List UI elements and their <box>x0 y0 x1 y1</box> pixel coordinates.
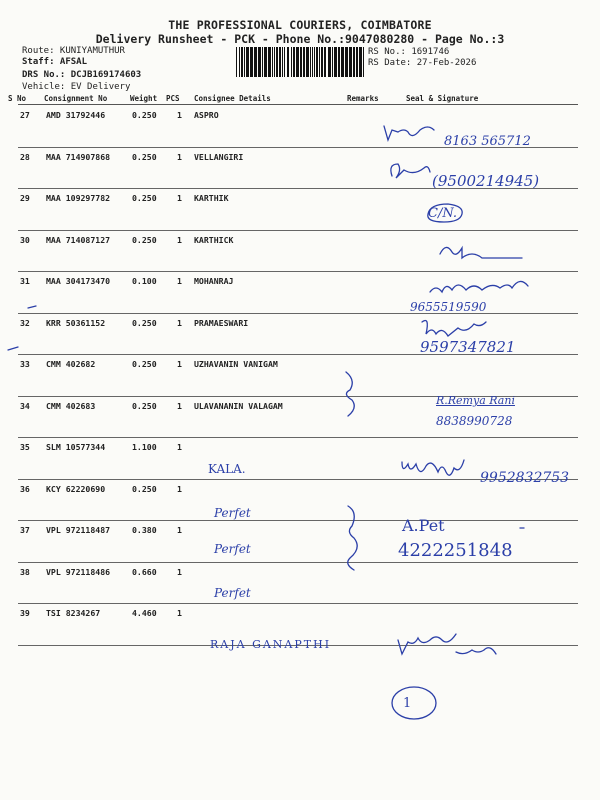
hw-row34-name: R.Remya Rani <box>436 394 515 407</box>
footer-circle <box>392 687 436 719</box>
row-sno: 30 <box>20 234 30 245</box>
row-consignment: KCY 62220690 <box>46 483 106 494</box>
row-consignment: AMD 31792446 <box>46 110 106 120</box>
row-sno: 39 <box>20 608 30 618</box>
row-consignee: ASPRO <box>194 110 219 120</box>
row-weight: 0.250 <box>132 483 157 494</box>
hw-row35-name: KALA. <box>208 462 246 476</box>
row-pcs: 1 <box>177 400 182 411</box>
signature-row29-circle <box>428 204 462 222</box>
row-consignment: VPL 972118486 <box>46 566 111 577</box>
row-sno: 32 <box>20 317 30 328</box>
bracket-rows-36-38 <box>348 506 357 570</box>
row-weight: 0.250 <box>132 400 157 411</box>
runsheet-title: THE PROFESSIONAL COURIERS, COIMBATORE <box>168 18 432 32</box>
row-sno: 35 <box>20 442 30 452</box>
row-sno: 29 <box>20 193 30 203</box>
row-pcs: 1 <box>177 359 182 369</box>
row-pcs: 1 <box>177 608 182 618</box>
row-consignment: CMM 402683 <box>46 400 96 411</box>
hw-row31-phone: 9655519590 <box>410 300 487 314</box>
col-pcs: PCS <box>166 94 180 103</box>
col-sno: S No <box>8 94 27 103</box>
staff-label: Staff: AFSAL <box>22 57 88 67</box>
signature-row39 <box>398 634 496 654</box>
row-sno: 37 <box>20 525 30 535</box>
row-consignee: PRAMAESWARI <box>194 317 249 328</box>
col-consignment: Consignment No <box>44 94 108 103</box>
hw-row32-phone: 9597347821 <box>420 338 516 356</box>
row-weight: 1.100 <box>132 442 157 452</box>
signature-row35 <box>402 460 464 475</box>
row-consignee: UZHAVANIN VANIGAM <box>194 359 278 369</box>
row-sno: 31 <box>20 276 30 286</box>
row-consignee: ULAVANANIN VALAGAM <box>194 400 283 411</box>
hw-row35-phone: 9952832753 <box>480 470 570 486</box>
row-pcs: 1 <box>177 110 182 120</box>
row-sno: 28 <box>20 151 30 162</box>
row-consignee: KARTHICK <box>194 234 234 245</box>
row-consignment: MAA 304173470 <box>46 276 111 286</box>
signature-row31 <box>430 281 528 292</box>
row-consignment: CMM 402682 <box>46 359 96 369</box>
row-weight: 0.100 <box>132 276 157 286</box>
row-sno: 38 <box>20 566 30 577</box>
row-consignee: VELLANGIRI <box>194 151 244 162</box>
row-consignment: MAA 714907868 <box>46 151 111 162</box>
rs-date: RS Date: 27-Feb-2026 <box>368 58 477 68</box>
row-sno: 27 <box>20 110 30 120</box>
drs-label: DRS No.: DCJB169174603 <box>22 70 142 80</box>
row-consignment: KRR 50361152 <box>46 317 106 328</box>
row-consignment: TSI 8234267 <box>46 608 101 618</box>
route-label: Route: KUNIYAMUTHUR <box>22 46 125 56</box>
hw-row37-name: A.Pet <box>402 516 445 535</box>
hw-row36-note: Perfet <box>214 506 251 520</box>
margin-tick-32 <box>8 347 18 350</box>
hw-row29-mark: C/N. <box>428 206 458 221</box>
hw-row27-phone: 8163 565712 <box>444 134 531 149</box>
row-pcs: 1 <box>177 234 182 245</box>
row-weight: 4.460 <box>132 608 157 618</box>
signature-row30 <box>440 247 522 258</box>
row-weight: 0.250 <box>132 193 157 203</box>
row-pcs: 1 <box>177 317 182 328</box>
hw-row28-phone: (9500214945) <box>432 172 540 190</box>
row-weight: 0.250 <box>132 110 157 120</box>
row-weight: 0.380 <box>132 525 157 535</box>
row-pcs: 1 <box>177 193 182 203</box>
hw-footer-mark: 1 <box>403 696 412 711</box>
row-weight: 0.250 <box>132 359 157 369</box>
col-remarks: Remarks <box>347 94 379 103</box>
row-weight: 0.660 <box>132 566 157 577</box>
row-weight: 0.250 <box>132 317 157 328</box>
col-consignee: Consignee Details <box>194 94 271 103</box>
runsheet-subtitle: Delivery Runsheet - PCK - Phone No.:9047080280 - Page No.:3 <box>95 32 505 46</box>
row-sno: 33 <box>20 359 30 369</box>
bracket-rows-33-34 <box>346 372 354 416</box>
signature-row27 <box>384 126 434 140</box>
row-pcs: 1 <box>177 566 182 577</box>
row-pcs: 1 <box>177 276 182 286</box>
margin-tick-31 <box>28 306 36 308</box>
row-consignment: MAA 109297782 <box>46 193 111 203</box>
vehicle-label: Vehicle: EV Delivery <box>22 82 131 92</box>
row-weight: 0.250 <box>132 151 157 162</box>
row-sno: 34 <box>20 400 30 411</box>
hw-row37-phone: 4222251848 <box>398 540 513 561</box>
hw-row38-note: Perfet <box>214 586 251 600</box>
hw-row39-name: RAJA GANAPTHI <box>210 638 332 651</box>
row-pcs: 1 <box>177 525 182 535</box>
hw-row34-phone: 8838990728 <box>436 414 513 428</box>
col-seal: Seal & Signature <box>406 94 479 103</box>
row-consignment: VPL 972118487 <box>46 525 111 535</box>
row-consignment: SLM 10577344 <box>46 442 106 452</box>
row-consignee: MOHANRAJ <box>194 276 234 286</box>
col-weight: Weight <box>130 94 158 103</box>
rs-number: RS No.: 1691746 <box>368 47 450 57</box>
row-weight: 0.250 <box>132 234 157 245</box>
signature-row28 <box>391 164 430 178</box>
signature-row32 <box>422 321 486 337</box>
hw-row37-note: Perfet <box>214 542 251 556</box>
row-pcs: 1 <box>177 151 182 162</box>
row-sno: 36 <box>20 483 30 494</box>
row-pcs: 1 <box>177 442 182 452</box>
row-consignee: KARTHIK <box>194 193 229 203</box>
row-pcs: 1 <box>177 483 182 494</box>
row-consignment: MAA 714087127 <box>46 234 111 245</box>
